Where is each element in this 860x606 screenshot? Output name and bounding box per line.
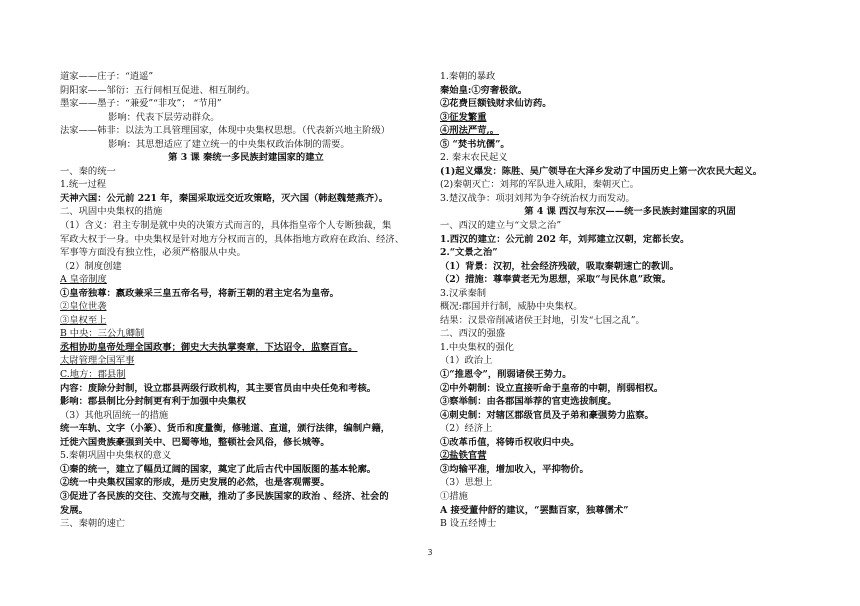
right-text-line: B 设五经博士 [440, 518, 497, 530]
right-text-line: ④刺史制：对辖区郡级官员及子弟和豪强势力监察。 [440, 409, 654, 421]
left-text-line: C.地方：郡县制 [60, 369, 126, 381]
right-text-line: （1）政治上 [440, 355, 493, 367]
left-text-line: 军政大权于一身。中央集权是针对地方分权而言的，具体指地方政府在政治、经济、 [60, 233, 404, 245]
left-text-line: ①皇帝独尊：嬴政兼采三皇五帝名号，将新王朝的君主定名为皇帝。 [60, 287, 339, 299]
left-text-line: ③皇权至上 [60, 314, 107, 326]
right-text-line: （3）思想上 [440, 477, 493, 489]
left-text-line: 天神六国：公元前 221 年，秦国采取远交近攻策略，灭六国（韩赵魏楚燕齐）。 [60, 192, 389, 204]
left-text-line: 军事等方面没有独立性，必须严格服从中央。 [60, 247, 246, 259]
right-text-line: ③征发繁重 [440, 111, 487, 123]
left-text-line: 三、秦朝的速亡 [60, 518, 126, 530]
right-text-line: 第 4 课 西汉与东汉——统一多民族封建国家的巩固 [524, 206, 736, 218]
right-text-line: ④刑法严苛,。 [440, 125, 500, 137]
left-text-line: 1.统一过程 [60, 179, 107, 191]
right-text-line: 3.楚汉战争：项羽刘邦为争夺统治权力而发动。 [440, 192, 635, 204]
page-number: 3 [427, 548, 433, 557]
left-text-line: （2）制度创建 [60, 260, 122, 272]
left-column [60, 70, 432, 531]
right-text-line: A 接受董仲舒的建议，“罢黜百家，独尊儒术” [440, 504, 629, 516]
left-text-line: 影响：代表下层劳动群众。 [108, 111, 220, 123]
right-text-line: 概况:郡国并行制，威胁中央集权。 [440, 301, 583, 313]
left-text-line: 第 3 课 秦统一多民族封建国家的建立 [168, 152, 324, 164]
left-text-line: 统一车轨、文字（小篆）、货币和度量衡，修驰道、直道，颁行法律，编制户籍， [60, 423, 391, 435]
left-text-line: 二、巩固中央集权的措施 [60, 206, 163, 218]
left-text-line: （1）含义：君主专制是就中央的决策方式而言的，具体指皇帝个人专断独裁，集 [60, 220, 392, 232]
right-text-line: ⑤ “焚书坑儒”。 [440, 138, 510, 150]
right-text-line: 2.“文景之治” [440, 247, 498, 259]
right-text-line: （1）背景：汉初，社会经济残破，吸取秦朝速亡的教训。 [440, 260, 679, 272]
left-text-line: 道家——庄子：“逍遥” [60, 71, 154, 82]
right-text-line: (2)秦朝灭亡：刘邦的军队进入咸阳，秦朝灭亡。 [440, 179, 640, 191]
left-text-line: 迁徙六国贵族豪强到关中、巴蜀等地，整顿社会风俗，修长城等。 [60, 436, 330, 448]
right-text-line: 结果：汉景帝削减诸侯王封地，引发“七国之乱”。 [440, 314, 645, 326]
left-text-line: 丞相协助皇帝处理全国政事；御史大夫执掌奏章，下达诏令，监察百官。 [60, 341, 358, 353]
left-text-line: 发展。 [60, 504, 88, 516]
right-text-line: 二、西汉的强盛 [440, 328, 506, 340]
left-text-line: 阴阳家——邹衍：五行间相互促进、相互制约。 [60, 84, 256, 96]
left-text-line: 影响：其思想适应了建立统一的中央集权政治体制的需要。 [108, 138, 350, 150]
left-text-line: ②统一中央集权国家的形成，是历史发展的必然，也是客观需要。 [60, 477, 330, 489]
left-text-line: （3）其他巩固统一的措施 [60, 409, 169, 421]
left-text-line: 内容：废除分封制，设立郡县两级行政机构，其主要官员由中央任免和考核。 [60, 382, 377, 394]
right-text-line: ②中外朝制：设立直接听命于皇帝的中朝，削弱相权。 [440, 382, 664, 394]
right-text-line: （2）经济上 [440, 423, 493, 435]
right-text-line: （2）措施：尊奉黄老无为思想，采取“与民休息”政策。 [440, 274, 671, 286]
right-text-line: ①措施 [440, 490, 468, 502]
left-text-line: 法家——韩非：以法为工具管理国家，体现中央集权思想。（代表新兴地主阶级） [60, 125, 391, 137]
right-text-line: 1.西汉的建立：公元前 202 年，刘邦建立汉朝，定都长安。 [440, 233, 690, 245]
right-text-line: ③均输平准，增加收入，平抑物价。 [440, 463, 589, 475]
left-text-line: 影响：郡县制比分封制更有利于加强中央集权 [60, 396, 246, 408]
right-text-line: 1.秦朝的暴政 [440, 71, 496, 82]
right-text-line: ①“推恩令”，削弱诸侯王势力。 [440, 369, 572, 381]
left-text-line: B 中央：三公九卿制 [60, 328, 145, 340]
left-text-line: ③促进了各民族的交往、交流与交融，推动了多民族国家的政治 、经济、社会的 [60, 490, 389, 502]
right-text-line: 1.中央集权的强化 [440, 341, 514, 353]
left-text-line: A 皇帝制度 [60, 274, 107, 286]
right-text-line: ②盐铁官营 [440, 450, 487, 462]
right-column [440, 70, 820, 531]
right-text-line: ①改革币值，将铸币权收归中央。 [440, 436, 580, 448]
right-text-line: 2. 秦末农民起义 [440, 152, 508, 164]
left-text-line: 5.秦朝巩固中央集权的意义 [60, 450, 172, 462]
right-text-line: 秦始皇:①穷奢极欲。 [440, 84, 528, 96]
left-text-line: ①秦的统一，建立了幅员辽阔的国家，奠定了此后古代中国版图的基本轮廓。 [60, 463, 377, 475]
right-text-line: ②花费巨额钱财求仙访药。 [440, 98, 552, 110]
right-text-line: 3.汉承秦制 [440, 287, 487, 299]
left-text-line: 墨家——墨子：“兼爱”“非攻”； “节用” [60, 98, 222, 110]
left-text-line: ②皇位世袭 [60, 301, 107, 313]
left-text-line: 一、秦的统一 [60, 165, 116, 177]
left-text-line: 太尉管理全国军事 [60, 355, 135, 367]
right-text-line: 一、西汉的建立与“文景之治” [440, 220, 562, 232]
right-text-line: ③察举制：由各郡国举荐的官吏选拔制度。 [440, 396, 617, 408]
right-text-line: (1)起义爆发：陈胜、吴广领导在大泽乡发动了中国历史上第一次农民大起义。 [440, 165, 763, 177]
